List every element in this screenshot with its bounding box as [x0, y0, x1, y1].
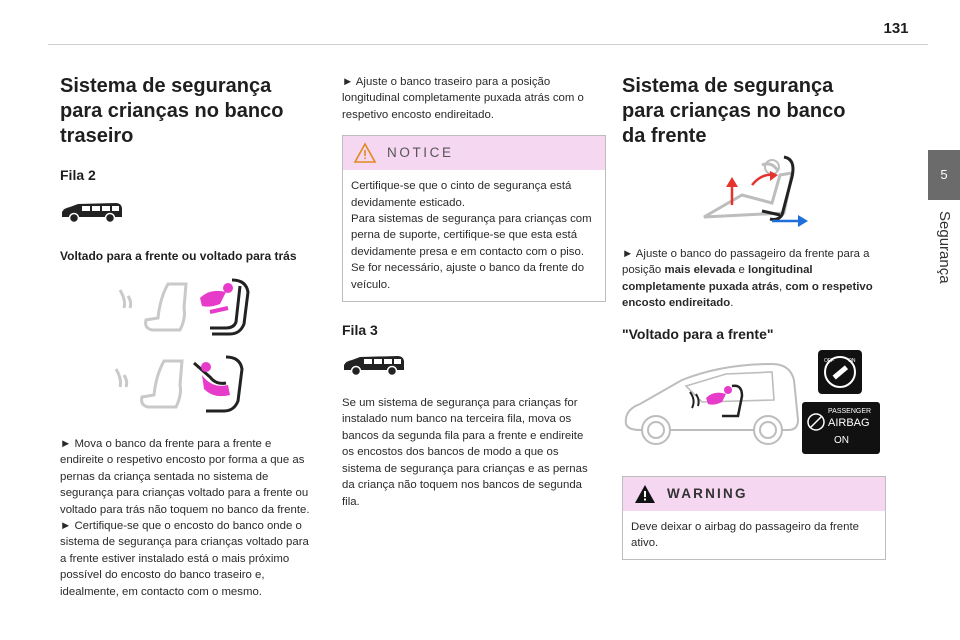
- notice-text: Certifique-se que o cinto de segurança está devidamente esticado. Para sistemas de segurança para crianças com perna de suporte, certifique-se que esta está devidamente presa e em contacto com o piso. Se for necessário, ajuste o banco da frente do veículo.: [351, 180, 592, 291]
- airbag-indicator: [802, 402, 880, 454]
- forward-facing-heading: "Voltado para a frente": [622, 325, 774, 342]
- chapter-label: Segurança: [936, 211, 953, 284]
- notice-header: [343, 136, 605, 170]
- svg-text:ON: ON: [848, 357, 856, 364]
- warning-header: [623, 477, 885, 511]
- airbag-line1: PASSENGER: [828, 407, 872, 415]
- page-number: 131: [883, 20, 909, 37]
- rear-instruction-1: ► Mova o banco da frente para a frente e endireite o respetivo encosto por forma a que as pernas da criança sentada no sistema de segurança para crianças voltado para a frente ou voltado para trás não toquem no banco da frente.: [60, 438, 310, 516]
- warning-triangle-icon: [353, 142, 377, 164]
- airbag-icon: [806, 412, 826, 437]
- column-rear-continued: [342, 74, 594, 510]
- warning-box: [622, 476, 886, 561]
- warning-text: Deve deixar o airbag do passageiro da frente ativo.: [631, 520, 859, 550]
- van-icon: [60, 199, 124, 225]
- orientation-label: Voltado para a frente ou voltado para trás: [60, 249, 297, 263]
- seat-adjust-icon: [622, 155, 874, 229]
- header-divider: [48, 44, 928, 45]
- rear-facing-seat-icon: [60, 355, 312, 417]
- rear-instruction-2: ► Certifique-se que o encosto do banco onde o sistema de segurança para crianças voltado para a frente estiver instalado está o mais próximo possível do encosto do banco traseiro e, idealmente, em contacto com o mesmo.: [60, 520, 309, 598]
- third-row-text: Se um sistema de segurança para crianças for instalado num banco na terceira fila, mova os bancos da segunda fila para a frente e endireite os encostos dos bancos de modo a que os sistema de segurança para crianças e as pernas da criança não toquem nos bancos de segunda fila.: [342, 397, 588, 508]
- chapter-tab: 5: [928, 150, 960, 200]
- warning-triangle-icon: [633, 483, 657, 505]
- notice-box: [342, 135, 606, 302]
- section-title-rear: Sistema de segurança para crianças no banco traseiro: [60, 75, 284, 147]
- rear-seat-adjust-text: ► Ajuste o banco traseiro para a posição longitudinal completamente puxada atrás com o respetivo encosto endireitado.: [342, 76, 584, 121]
- column-rear-seat: [60, 74, 312, 600]
- airbag-state: ON: [834, 434, 849, 446]
- airbag-line2: AIRBAG: [828, 416, 870, 429]
- forward-facing-seat-icon: [60, 278, 312, 340]
- airbag-switch-icon: [818, 350, 862, 394]
- front-seat-adjust-text: ► Ajuste o banco do passageiro da frente para a posição mais elevada e longitudinal completamente puxada atrás, com o respetivo encosto endireitado.: [622, 248, 873, 310]
- car-airbag-illustration: [622, 350, 884, 454]
- svg-text:OFF: OFF: [824, 357, 834, 364]
- column-front-seat: [622, 74, 874, 560]
- warning-label: WARNING: [667, 485, 748, 501]
- row-3-label: Fila 3: [342, 322, 378, 339]
- car-side-icon: [622, 350, 802, 454]
- van-icon: [342, 352, 406, 378]
- section-title-front: Sistema de segurança para crianças no banco da frente: [622, 75, 846, 147]
- row-2-label: Fila 2: [60, 167, 96, 183]
- notice-label: NOTICE: [387, 145, 454, 161]
